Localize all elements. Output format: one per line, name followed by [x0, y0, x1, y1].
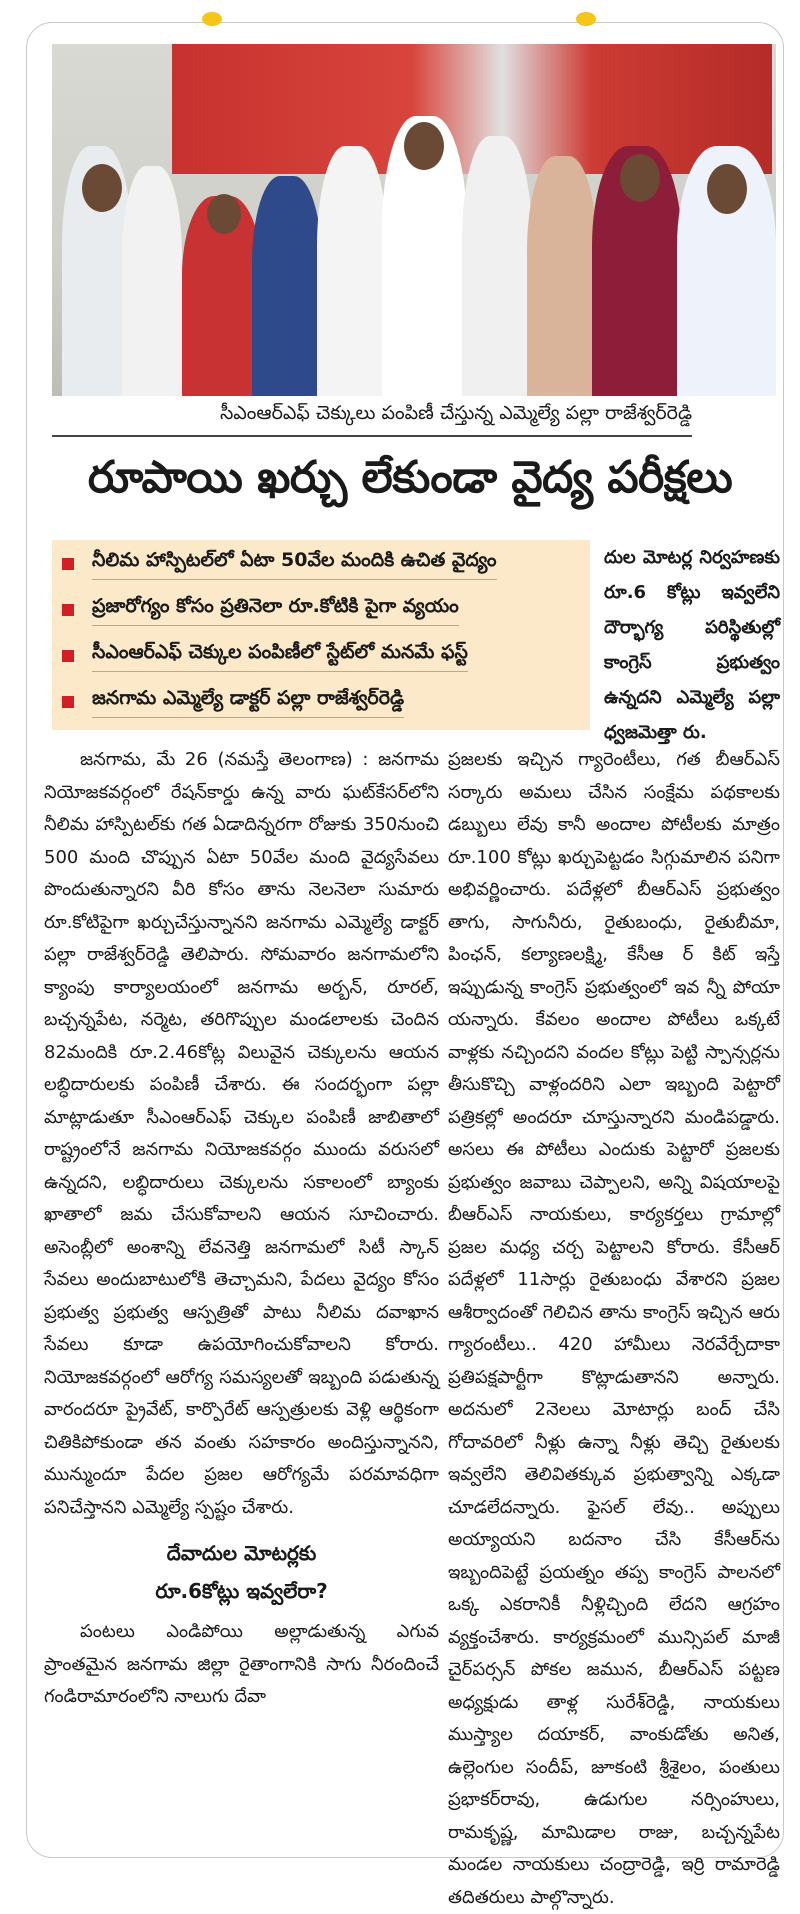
bullet-square-icon [62, 696, 74, 708]
photo-caption: సీఎంఆర్ఎఫ్ చెక్కులు పంపిణీ చేస్తున్న ఎమ్మెల్యే పల్లా రాజేశ్వర్‌రెడ్డి [52, 402, 692, 437]
highlight-item: జనగామ ఎమ్మెల్యే డాక్టర్ పల్లా రాజేశ్వర్‌రెడ్డి [62, 680, 590, 724]
article-paragraph: పంటలు ఎండిపోయి అల్లాడుతున్న ఎగువ ప్రాంతమైన జనగామ జిల్లా రైతాంగానికి సాగు నీరందించే గండిరామారంలోని నాలుగు దేవా [44, 1621, 439, 1707]
highlights-box [52, 540, 590, 730]
subheading: దేవాదుల మోటర్లకు రూ.6కోట్లు ఇవ్వలేరా? [155, 1541, 328, 1603]
highlight-item: సీఎంఆర్ఎఫ్ చెక్కుల పంపిణీలో స్టేట్‌లో మనమే ఫస్ట్ [62, 634, 590, 678]
photo-banner [172, 44, 772, 174]
bullet-square-icon [62, 558, 74, 570]
pin-marker [202, 12, 222, 26]
bullet-square-icon [62, 604, 74, 616]
highlight-item: ప్రజారోగ్యం కోసం ప్రతినెలా రూ.కోటికి పైగా వ్యయం [62, 588, 590, 632]
bullet-square-icon [62, 650, 74, 662]
highlight-item: నీలిమ హాస్పిటల్‌లో ఏటా 50వేల మందికి ఉచిత వైద్యం [62, 542, 590, 586]
side-column-text: దుల మోటర్ల నిర్వహణకు రూ.6 కోట్లు ఇవ్వలేని దౌర్భాగ్య పరిస్థితుల్లో కాంగ్రెస్ ప్రభుత్వం ఉన్నదని ఎమ్మెల్యే పల్లా ధ్వజమెత్తా రు. [604, 547, 780, 743]
pin-marker [576, 12, 596, 26]
news-photo [52, 44, 776, 396]
article-column-1 [44, 744, 439, 1714]
article-paragraph: జనగామ, మే 26 (నమస్తే తెలంగాణ) : జనగామ నియోజకవర్గంలో రేషన్‌కార్డు ఉన్న వారు ఘట్‌కేసర్‌లోని నీలిమ హాస్పిటల్‌కు గత ఏడాదిన్నరగా రోజుకు 350నుంచి 500 మంది చొప్పున ఏటా 50వేల మంది వైద్యసేవలు పొందుతున్నారని వీరి కోసం తాను నెలనెలా సుమారు రూ.కోటిపైగా ఖర్చుచేస్తున్నానని జనగామ ఎమ్మెల్యే డాక్టర్ పల్లా రాజేశ్వర్‌రెడ్డి తెలిపారు. సోమవారం జనగామలోని క్యాంపు కార్యాలయంలో జనగామ అర్బన్, రూరల్, బచ్చన్నపేట, నర్మెట, తరిగొప్పుల మండలాలకు చెందిన 82మందికి రూ.2.46కోట్ల విలువైన చెక్కులను ఆయన లబ్ధిదారులకు పంపిణీ చేశారు. ఈ సందర్భంగా పల్లా మాట్లాడుతూ సీఎంఆర్ఎఫ్ చెక్కుల పంపిణీ జాబితాలో రాష్ట్రంలోనే జనగామ నియోజకవర్గం ముందు వరుసలో ఉన్నదని, లబ్ధిదారులు చెక్కులను సకాలంలో బ్యాంకు ఖాతాలో జమ చేసుకోవాలని ఆయన సూచించారు. అసెంబ్లీలో అంశాన్ని లేవనెత్తి జనగామలో సిటీ స్కాన్ సేవలు అందుబాటులోకి తెచ్చామని, పేదలు వైద్యం కోసం ప్రభుత్వ ప్రభుత్వ ఆస్పత్రితో పాటు నీలిమ దవాఖాన సేవలు కూడా ఉపయోగించుకోవాలని కోరారు. నియోజకవర్గంలో ఆరోగ్య సమస్యలతో ఇబ్బంది పడుతున్న వారందరూ ప్రైవేట్, కార్పొరేట్ ఆస్పత్రులకు వెళ్లి ఆర్థికంగా చితికిపోకుండా తన వంతు సహకారం అందిస్తున్నానని, మున్ముందూ పేదల ప్రజల ఆరోగ్యమే పరమావధిగా పనిచేస్తానని ఎమ్మెల్యే స్పష్టం చేశారు. [44, 749, 439, 1518]
article-column-2 [448, 744, 780, 1914]
headline: రూపాయి ఖర్చు లేకుండా వైద్య పరీక్షలు [87, 452, 733, 503]
article-paragraph: ప్రజలకు ఇచ్చిన గ్యారెంటీలు, గత బీఆర్ఎస్ సర్కారు అమలు చేసిన సంక్షేమ పథకాలకు డబ్బులు లేవు కానీ అందాల పోటీలకు మాత్రం రూ.100 కోట్లు ఖర్చుపెట్టడం సిగ్గుమాలిన పనిగా అభివర్ణించారు. పదేళ్లలో బీఆర్ఎస్ ప్రభుత్వం తాగు, సాగునీరు, రైతుబంధు, రైతుబీమా, పింఛన్, కల్యాణలక్ష్మి, కేసీఆ ర్ కిట్ ఇస్తే ఇప్పుడున్న కాంగ్రెస్ ప్రభుత్వంలో ఇవ న్నీ పోయా యన్నారు. కేవలం అందాల పోటీలు ఒక్కటే వాళ్లకు నచ్చిందని వందల కోట్లు పెట్టి స్పాన్సర్లను తీసుకొచ్చి వాళ్లందరిని ఎలా ఇబ్బంది పెట్టారో పత్రికల్లో అందరూ చూస్తున్నారని మండిపడ్డారు. అసలు ఈ పోటీలు ఎందుకు పెట్టారో ప్రజలకు ప్రభుత్వం జవాబు చెప్పాలని, అన్ని విషయాలపై బీఆర్ఎస్ నాయకులు, కార్యకర్తలు గ్రామాల్లో ప్రజల మధ్య చర్చ పెట్టాలని కోరారు. కేసీఆర్ పదేళ్లలో 11సార్లు రైతుబంధు వేశారని ప్రజల ఆశీర్వాదంతో గెలిచిన తాను కాంగ్రెస్ ఇచ్చిన ఆరు గ్యారంటీలు.. 420 హామీలు నెరవేర్చేదాకా ప్రతిపక్షపార్టీగా కొట్లాడుతానని అన్నారు. అదనులో 2నెలలు మోటార్లు బంద్ చేసి గోదావరిలో నీళ్లు ఉన్నా నీళ్లు తెచ్చి రైతులకు ఇవ్వలేని తెలివితక్కువ ప్రభుత్వాన్ని ఎక్కడా చూడలేదన్నారు. ఫైసల్ లేవు.. అప్పులు అయ్యాయని బదనాం చేసి కేసీఆర్‌ను ఇబ్బందిపెట్టే ప్రయత్నం తప్ప కాంగ్రెస్ పాలనలో ఒక్క ఎకరానికీ నీళ్లిచ్చింది లేదని ఆగ్రహం వ్యక్తంచేశారు. కార్యక్రమంలో మున్సిపల్ మాజీ చైర్‌పర్సన్ పోకల జమున, బీఆర్ఎస్ పట్టణ అధ్యక్షుడు తాళ్ల సురేశ్‌రెడ్డి, నాయకులు ముస్త్యాల దయాకర్, వాంకుడోతు అనిత, ఉల్లెంగుల సందీప్, జూకంటి శ్రీశైలం, పంతులు ప్రభాకర్‌రావు, ఉడుగుల నర్సింహులు, రామకృష్ణ, మామిడాల రాజు, బచ్చన్నపేట మండల నాయకులు చంద్రారెడ్డి, ఇర్రి రామారెడ్డి తదితరులు పాల్గొన్నారు. [448, 749, 780, 1908]
